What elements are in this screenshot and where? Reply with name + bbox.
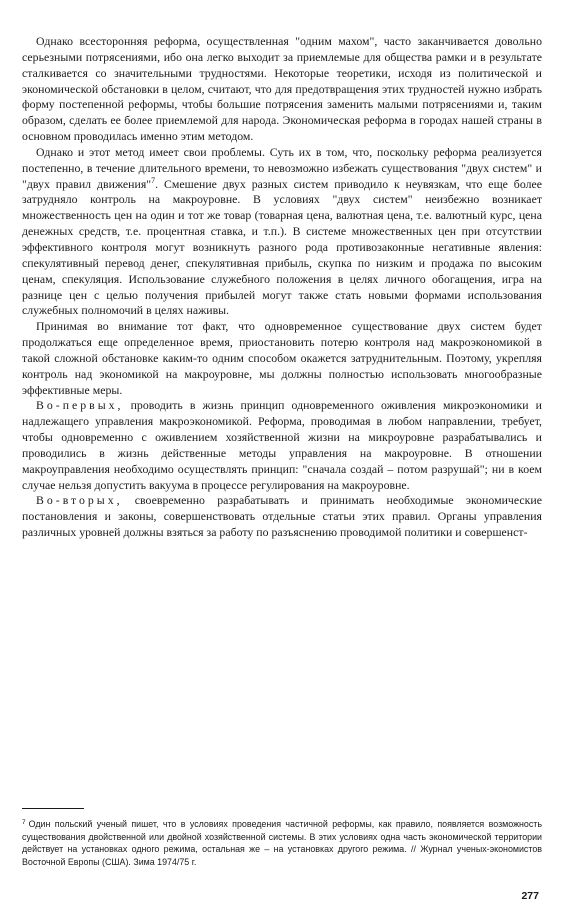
paragraph-4-text: проводить в жизнь принцип одновременного оживления микроэкономики и надлежащего управления макроэкономикой. Реформа, проводимая в любом направлении, требует, чтобы одновременно с оживлением хозяйственной жизни на микроуровне разрабатывались и проводились в жизнь действенные методы управления на макроуровне. В отношении макроуправления необходимо осуществлять принцип: "сначала создай – потом разрушай"; ни в коем случае нельзя допустить вакуума в процессе регулирования на макроуровне. (22, 398, 542, 492)
paragraph-5-lead-word: Во-вторых, (36, 493, 123, 508)
paragraph-5 (22, 493, 542, 541)
paragraph-1 (22, 34, 542, 145)
paragraph-3 (22, 319, 542, 398)
paragraph-4 (22, 398, 542, 493)
footnote-mark: 7 (22, 819, 26, 826)
footnote (22, 817, 542, 868)
paragraph-2-text-end: . Смешение двух разных систем приводило к неувязкам, что еще более затрудняло контроль на макроуровне. В условиях "двух систем" неизбежно возникает множественность цен на один и тот же товар (товарная цена, валютная цена, т.е. валютный курс, цена денежных средств, т.е. процентная ставка, и т.п.). В системе множественных цен при отсутствии эффективного контроля могут возникнуть разного рода противозаконные негативные явления: спекулятивный перевод денег, спекулятивная прибыль, скупка по низким и продажа по высоким ценам, спекуляция. Использование служебного положения в целях личного обогащения, игра на разнице цен с целью получения прибылей могут также стать новыми формами использования служебных полномочий в целях наживы. (22, 176, 543, 318)
paragraph-2 (22, 145, 542, 319)
page-number: 277 (521, 890, 539, 902)
paragraph-5-text: своевременно разрабатывать и принимать необходимые экономические постановления и законы, совершенствовать отдельные статьи этих правил. Органы управления различных уровней должны взяться за работу по разъяснению проводимой политики и совершенст- (22, 493, 542, 540)
paragraph-1-text: Однако всесторонняя реформа, осуществленная "одним махом", часто заканчивается довольно серьезными потрясениями, ибо она легко выходит за приемлемые для общества рамки и в результате сталкивается со значительными трудностями. Некоторые теоретики, исходя из политической и экономической обстановки в целом, считают, что для предотвращения этих трудностей нужно избрать форму постепенной реформы, чтобы большие потрясения заменить малыми потрясениями и, таким образом, сделать ее более приемлемой для народа. Экономическая реформа в городах нашей страны в основном проводилась именно этим методом. (22, 34, 542, 144)
main-text-column (22, 34, 542, 541)
footnote-divider (22, 808, 84, 809)
paragraph-4-lead-word: Во-первых, (36, 398, 124, 413)
paragraph-2-text-start: Однако и этот метод имеет свои проблемы. Суть их в том, что, поскольку реформа реализуется постепенно, в течение длительного времени, то невозможно избежать существования "двух систем" и "двух правил движения" (22, 144, 542, 191)
footnote-text: Один польский ученый пишет, что в условиях проведения частичной реформы, как правило, появляется возможность существования двойственной или двойной хозяйственной системы. В этих условиях одна часть экономической территории действует на установках одного режима, остальная же – на установках другого режима. // Журнал ученых-экономистов Восточной Европы (США). Зима 1974/75 г. (22, 819, 542, 867)
paragraph-3-text: Принимая во внимание тот факт, что одновременное существование двух систем будет продолжаться еще определенное время, приостановить потерю контроля над макроэкономикой в такой сложной обстановке каким-то одним способом окажется затруднительным. Поэтому, укрепляя контроль над экономикой на макроуровне, мы должны полностью использовать многообразные эффективные меры. (22, 319, 542, 397)
footnote-reference: 7 (151, 175, 156, 185)
